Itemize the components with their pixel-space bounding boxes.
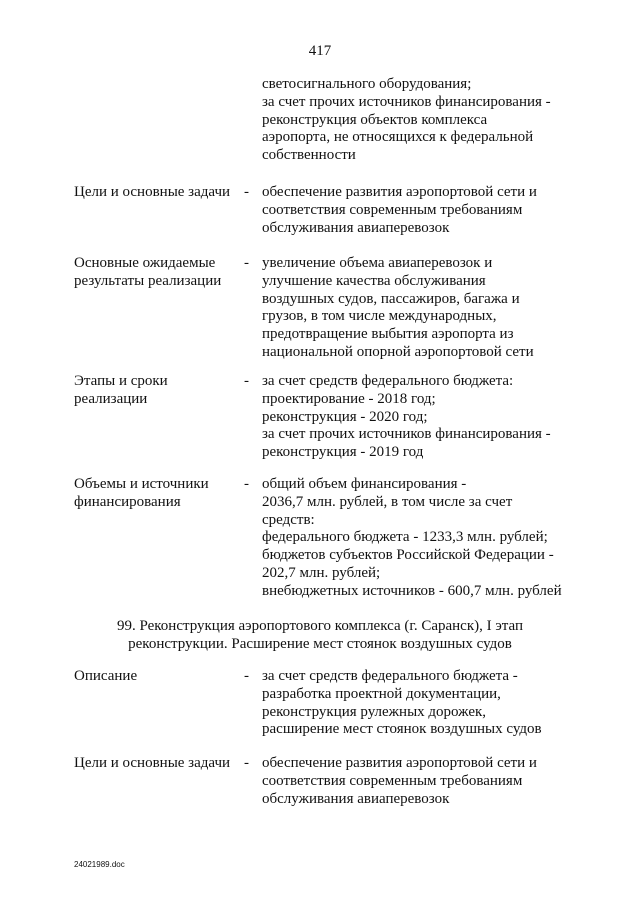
continuation-line: светосигнального оборудования; <box>262 76 472 92</box>
row-value-line: внебюджетных источников - 600,7 млн. рублей <box>262 582 562 599</box>
continuation-line: реконструкция объектов комплекса <box>262 111 488 128</box>
row-value-line: бюджетов субъектов Российской Федерации - <box>262 547 554 564</box>
row-label-line: реализации <box>74 390 148 407</box>
row-value-line: реконструкция рулежных дорожек, <box>262 703 487 720</box>
row-value-line: разработка проектной документации, <box>262 685 501 702</box>
row-label-line: результаты реализации <box>74 272 222 289</box>
row-label-line: финансирования <box>74 493 181 510</box>
row-value <box>262 255 607 362</box>
row-value-line: 2036,7 млн. рублей, в том числе за счет <box>262 493 513 510</box>
row-label <box>74 255 239 291</box>
row-label <box>74 373 239 409</box>
row-dash: - <box>244 476 249 492</box>
row-label <box>74 184 239 202</box>
continuation-line: аэропорта, не относящихся к федеральной <box>262 129 534 146</box>
row-label-line: Объемы и источники <box>74 476 209 492</box>
row-label <box>74 668 239 686</box>
row-value-line: обслуживания авиаперевозок <box>262 219 450 236</box>
row-label-line: Цели и основные задачи <box>74 755 231 771</box>
continuation-line: за счет прочих источников финансирования - <box>262 93 551 110</box>
row-value <box>262 668 607 739</box>
section-title-line: реконструкции. Расширение мест стоянок воздушных судов <box>128 635 512 652</box>
row-value-line: за счет средств федерального бюджета - <box>262 668 518 684</box>
row-value-line: воздушных судов, пассажиров, багажа и <box>262 290 520 307</box>
row-label <box>74 755 239 773</box>
row-value <box>262 476 607 601</box>
row-value-line: обеспечение развития аэропортовой сети и <box>262 184 537 200</box>
row-value-line: соответствия современным требованиям <box>262 772 523 789</box>
continuation-text <box>262 76 602 165</box>
row-value-line: реконструкция - 2020 год; <box>262 408 428 425</box>
document-filename: 24021989.doc <box>74 860 125 869</box>
row-value-line: увеличение объема авиаперевозок и <box>262 255 493 271</box>
row-value-line: предотвращение выбытия аэропорта из <box>262 326 514 343</box>
row-dash: - <box>244 755 249 771</box>
row-value-line: соответствия современным требованиям <box>262 201 523 218</box>
row-value-line: средств: <box>262 511 315 528</box>
row-value-line: национальной опорной аэропортовой сети <box>262 343 534 360</box>
row-value <box>262 373 607 462</box>
row-value-line: обеспечение развития аэропортовой сети и <box>262 755 537 771</box>
row-label-line: Цели и основные задачи <box>74 184 231 200</box>
row-value-line: за счет средств федерального бюджета: <box>262 373 514 389</box>
row-value-line: реконструкция - 2019 год <box>262 444 424 461</box>
row-label <box>74 476 239 512</box>
row-value-line: 202,7 млн. рублей; <box>262 564 381 581</box>
row-value-line: проектирование - 2018 год; <box>262 390 436 407</box>
continuation-line: собственности <box>262 147 356 164</box>
row-label-line: Основные ожидаемые <box>74 255 216 271</box>
section-title <box>0 618 640 654</box>
row-value-line: общий объем финансирования - <box>262 476 467 492</box>
row-dash: - <box>244 184 249 200</box>
row-dash: - <box>244 255 249 271</box>
row-dash: - <box>244 668 249 684</box>
row-value <box>262 184 607 237</box>
section-title-line: 99. Реконструкция аэропортового комплекса (г. Саранск), I этап <box>116 618 524 634</box>
row-label-line: Описание <box>74 668 138 684</box>
row-value <box>262 755 607 808</box>
row-value-line: улучшение качества обслуживания <box>262 272 486 289</box>
row-value-line: федерального бюджета - 1233,3 млн. рублей; <box>262 529 548 546</box>
row-value-line: обслуживания авиаперевозок <box>262 790 450 807</box>
row-value-line: за счет прочих источников финансирования - <box>262 426 551 443</box>
row-value-line: грузов, в том числе международных, <box>262 308 497 325</box>
row-value-line: расширение мест стоянок воздушных судов <box>262 721 542 738</box>
row-dash: - <box>244 373 249 389</box>
page-number: 417 <box>308 43 332 59</box>
row-label-line: Этапы и сроки <box>74 373 168 389</box>
